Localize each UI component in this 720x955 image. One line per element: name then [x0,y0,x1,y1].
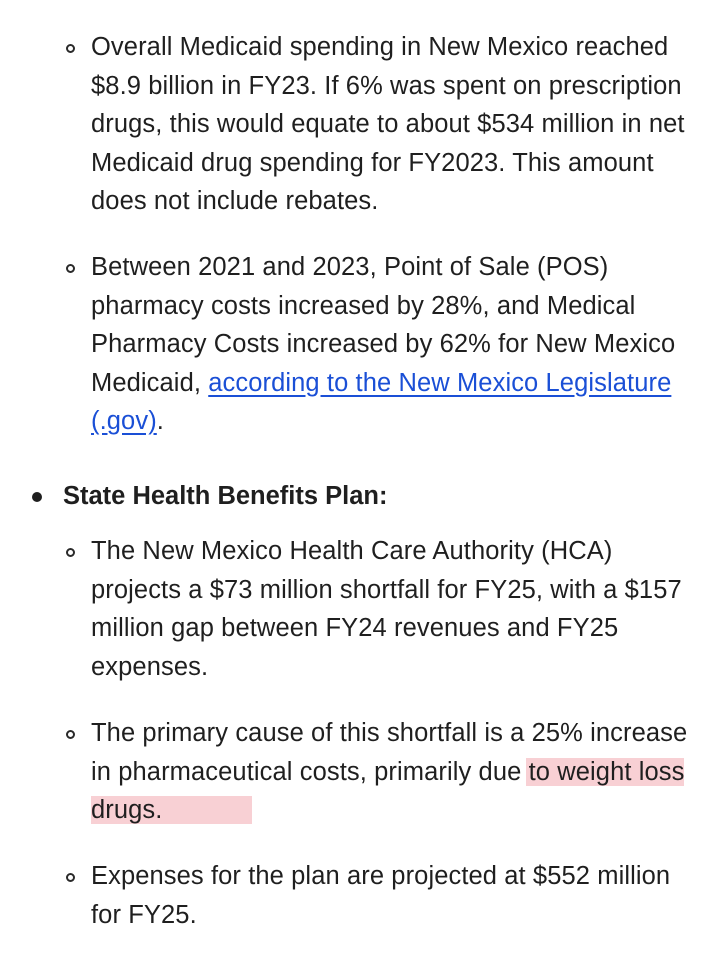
list-item-text: The primary cause of this shortfall is a 25% increase in pharmaceutical costs, primarily due [91,719,688,786]
legislature-link[interactable]: according to the New Mexico Legislature (.gov) [91,368,672,435]
list-item-medicaid-spending [91,28,701,221]
bullet-circle-icon [66,730,75,739]
highlighted-text: to weight loss drugs. [91,757,685,824]
list-item-text: Between 2021 and 2023, Point of Sale (POS) pharmacy costs increased by 28%, and Medical Pharmacy Costs increased by 62% for New Mexico Medicaid, [91,253,676,397]
bullet-circle-icon [66,44,75,53]
list-item-pharmacy-costs [91,248,701,441]
list-item-hca-shortfall [91,532,701,686]
bullet-circle-icon [66,873,75,882]
list-item-plan-expenses [91,857,701,934]
bullet-circle-icon [66,548,75,557]
list-item-text: Expenses for the plan are projected at $552 million for FY25. [91,862,671,929]
bullet-dot-icon [32,492,42,502]
list-item-text: The New Mexico Health Care Authority (HCA) projects a $73 million shortfall for FY25, with a $157 million gap between FY24 revenues and FY25 expenses. [91,537,682,681]
list-item-text-end: . [156,407,164,435]
list-item-text: Overall Medicaid spending in New Mexico reached $8.9 billion in FY23. If 6% was spent on prescription drugs, this would equate to about $534 million in net Medicaid drug spending for FY2023. This amount does not include rebates. [91,33,685,215]
list-item-shortfall-cause [91,714,701,830]
bullet-circle-icon [66,264,75,273]
section-heading: State Health Benefits Plan: [63,482,388,510]
